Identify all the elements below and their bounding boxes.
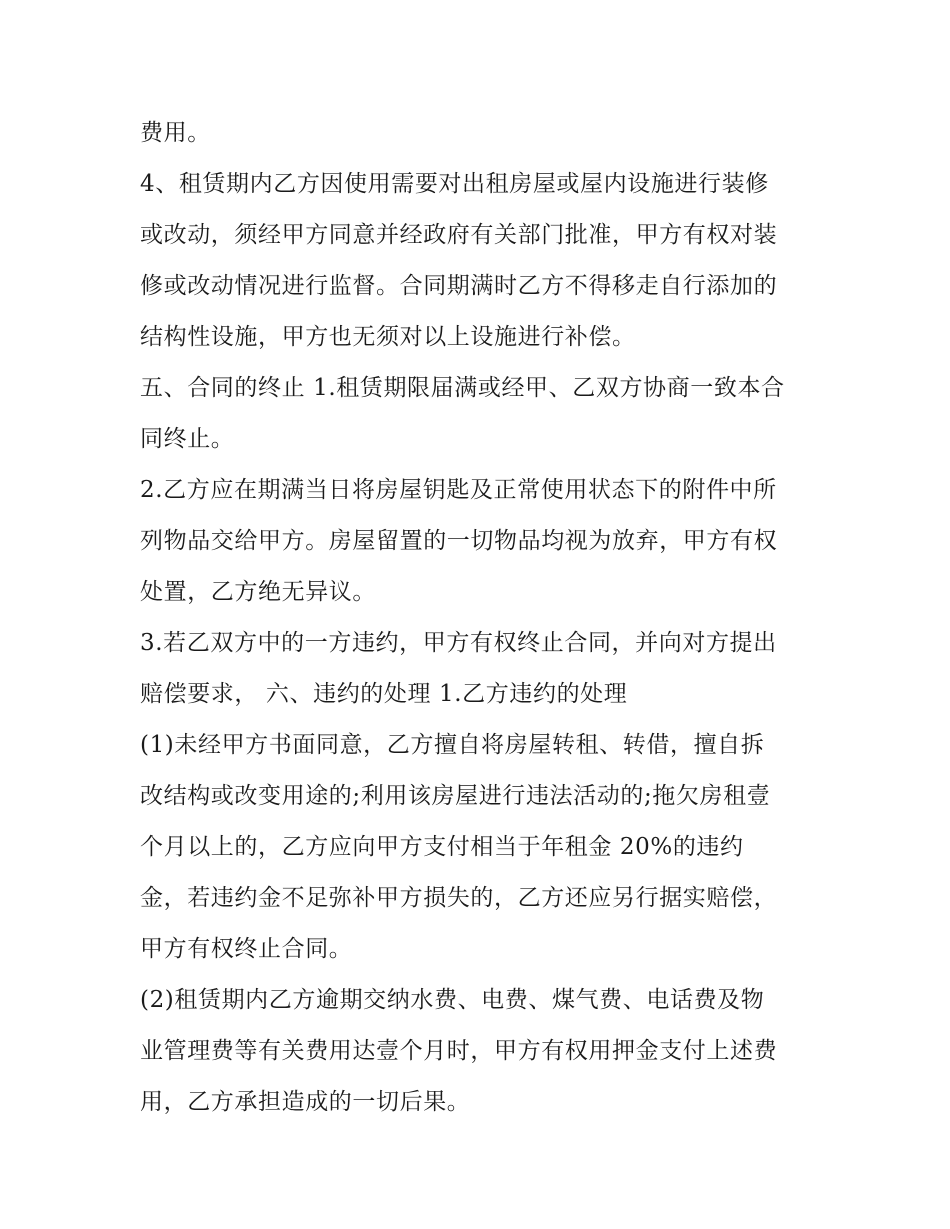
text-line: 五、合同的终止 1.租赁期限届满或经甲、乙双方协商一致本合 xyxy=(140,375,785,401)
text-line: 列物品交给甲方。房屋留置的一切物品均视为放弃，甲方有权 xyxy=(140,528,778,554)
text-line: 业管理费等有关费用达壹个月时，甲方有权用押金支付上述费 xyxy=(140,1038,778,1064)
text-line: (2)租赁期内乙方逾期交纳水费、电费、煤气费、电话费及物 xyxy=(140,987,765,1013)
text-line: 金，若违约金不足弥补甲方损失的，乙方还应另行据实赔偿， xyxy=(140,885,778,911)
text-line: 3.若乙双方中的一方违约，甲方有权终止合同，并向对方提出 xyxy=(140,630,777,656)
text-line: 用，乙方承担造成的一切后果。 xyxy=(140,1089,471,1115)
text-line: 或改动，须经甲方同意并经政府有关部门批准，甲方有权对装 xyxy=(140,222,778,248)
text-line: 个月以上的，乙方应向甲方支付相当于年租金 20%的违约 xyxy=(140,834,744,860)
text-line: 费用。 xyxy=(140,120,211,146)
text-line: 甲方有权终止合同。 xyxy=(140,936,353,962)
text-line: 处置，乙方绝无异议。 xyxy=(140,579,376,605)
text-line: 4、租赁期内乙方因使用需要对出租房屋或屋内设施进行装修 xyxy=(140,171,769,197)
document-body xyxy=(140,108,820,1128)
text-line: 同终止。 xyxy=(140,426,235,452)
text-line: 2.乙方应在期满当日将房屋钥匙及正常使用状态下的附件中所 xyxy=(140,477,777,503)
text-line: 改结构或改变用途的;利用该房屋进行违法活动的;拖欠房租壹 xyxy=(140,783,771,809)
text-line: 赔偿要求， 六、违约的处理 1.乙方违约的处理 xyxy=(140,681,628,707)
text-line: (1)未经甲方书面同意，乙方擅自将房屋转租、转借，擅自拆 xyxy=(140,732,765,758)
text-line: 结构性设施，甲方也无须对以上设施进行补偿。 xyxy=(140,324,636,350)
text-line: 修或改动情况进行监督。合同期满时乙方不得移走自行添加的 xyxy=(140,273,778,299)
